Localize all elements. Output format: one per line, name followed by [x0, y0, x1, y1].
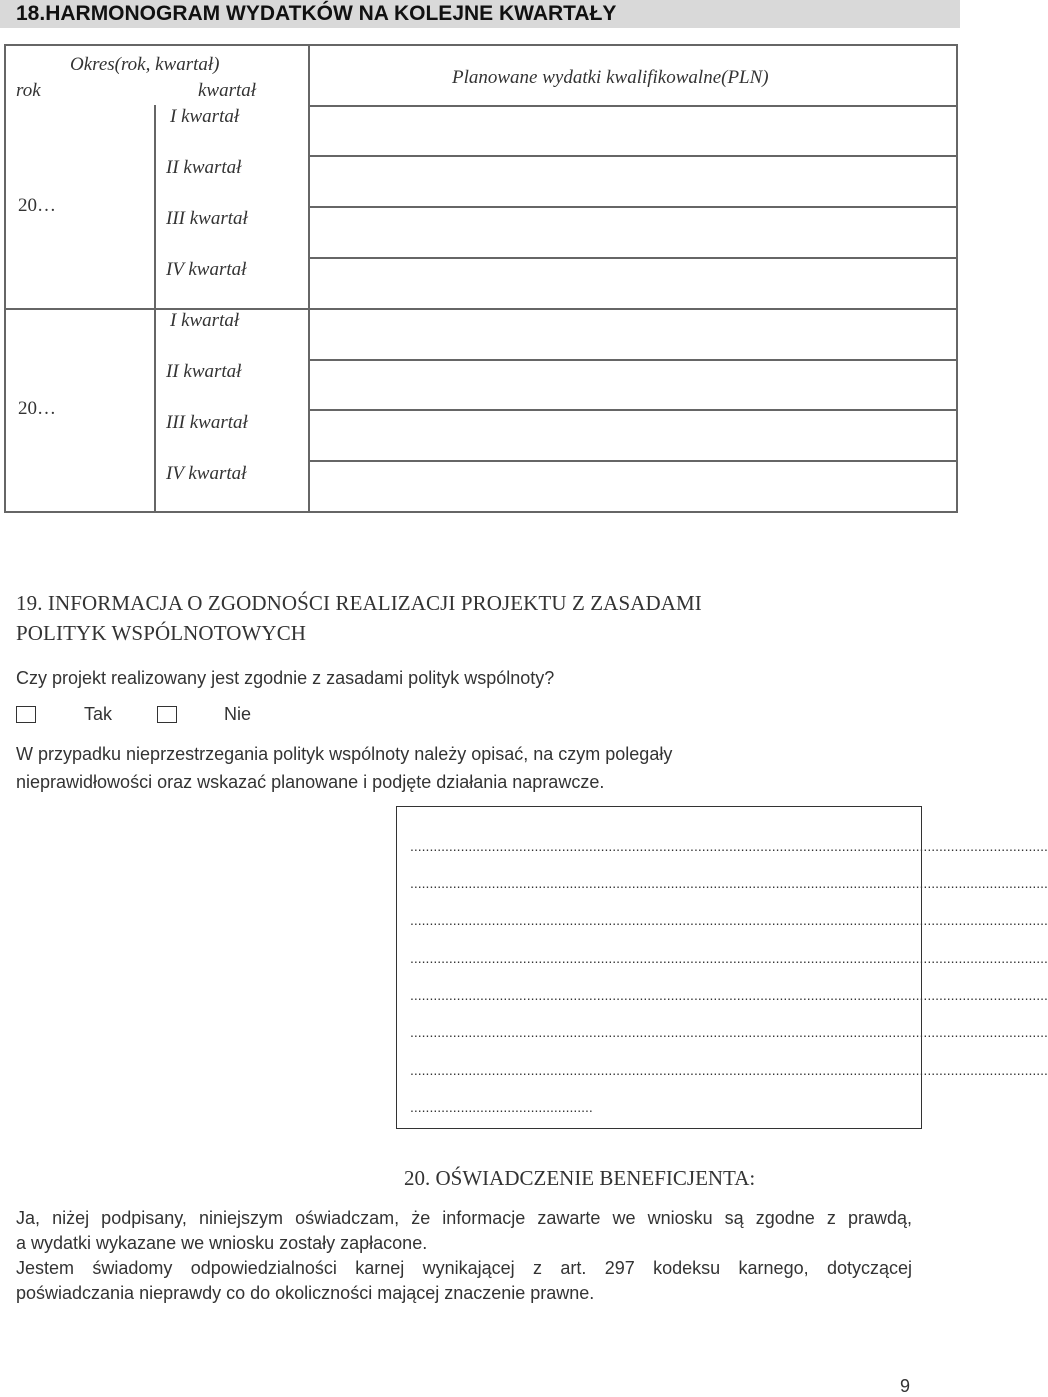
dotted-line: ...............................................: [410, 1099, 593, 1115]
checkbox-nie-label: Nie: [224, 704, 252, 724]
year-label: 20…: [18, 398, 56, 419]
quarter-label: III kwartał: [166, 412, 248, 433]
dotted-line: ....................................................................................................................................................................: [410, 875, 1048, 891]
quarter-label: IV kwartał: [166, 463, 247, 484]
quarter-label: IV kwartał: [166, 259, 247, 280]
header-period: Okres(rok, kwartał): [70, 54, 220, 75]
header-quarter: kwartał: [198, 80, 257, 101]
header-expenses: Planowane wydatki kwalifikowalne(PLN): [452, 67, 769, 88]
section-18-title: 18.HARMONOGRAM WYDATKÓW NA KOLEJNE KWARTAŁY: [0, 0, 960, 28]
page-number: 9: [899, 1376, 910, 1396]
header-year: rok: [16, 80, 41, 101]
year-label: 20…: [18, 195, 56, 216]
instruction-line2: nieprawidłowości oraz wskazać planowane i podjęte działania naprawcze.: [16, 772, 605, 792]
section-19-title-line2: POLITYK WSPÓLNOTOWYCH: [16, 621, 307, 645]
compliance-question: Czy projekt realizowany jest zgodnie z zasadami polityk wspólnoty?: [16, 668, 555, 688]
instruction-paragraph: [16, 740, 912, 796]
corrective-actions-box[interactable]: [396, 806, 922, 1129]
dotted-line: ....................................................................................................................................................................: [410, 950, 1048, 966]
section-19-title-line1: 19. INFORMACJA O ZGODNOŚCI REALIZACJI PROJEKTU Z ZASADAMI: [16, 591, 702, 615]
instruction-line1: W przypadku nieprzestrzegania polityk wspólnoty należy opisać, na czym polegały: [16, 744, 673, 764]
dotted-line: ....................................................................................................................................................................: [410, 987, 1048, 1003]
checkbox-nie[interactable]: [157, 706, 177, 723]
dotted-line: ....................................................................................................................................................................: [410, 1024, 1048, 1040]
quarter-label: I kwartał: [170, 106, 240, 127]
declaration-line3: Jestem świadomy odpowiedzialności karnej wynikającej z art. 297 kodeksu karnego, dotyczącej: [16, 1258, 912, 1278]
section-20-title: 20. OŚWIADCZENIE BENEFICJENTA:: [404, 1166, 756, 1190]
quarter-label: III kwartał: [166, 208, 248, 229]
checkbox-tak-label: Tak: [84, 704, 113, 724]
declaration-line4: poświadczania nieprawdy co do okoliczności mającej znaczenie prawne.: [16, 1283, 595, 1303]
expense-schedule-table: [4, 44, 958, 513]
declaration-line1: Ja, niżej podpisany, niniejszym oświadczam, że informacje zawarte we wniosku są zgodne z prawdą,: [16, 1208, 912, 1228]
quarter-label: I kwartał: [170, 310, 240, 331]
declaration-line2: a wydatki wykazane we wniosku zostały zapłacone.: [16, 1233, 428, 1253]
section-19-title: [16, 588, 916, 648]
beneficiary-declaration: [16, 1206, 912, 1306]
quarter-label: II kwartał: [166, 157, 242, 178]
dotted-line: ....................................................................................................................................................................: [410, 1062, 1048, 1078]
quarter-label: II kwartał: [166, 361, 242, 382]
checkbox-tak[interactable]: [16, 706, 36, 723]
dotted-line: ....................................................................................................................................................................: [410, 912, 1048, 928]
dotted-line: ....................................................................................................................................................................: [410, 838, 1048, 854]
